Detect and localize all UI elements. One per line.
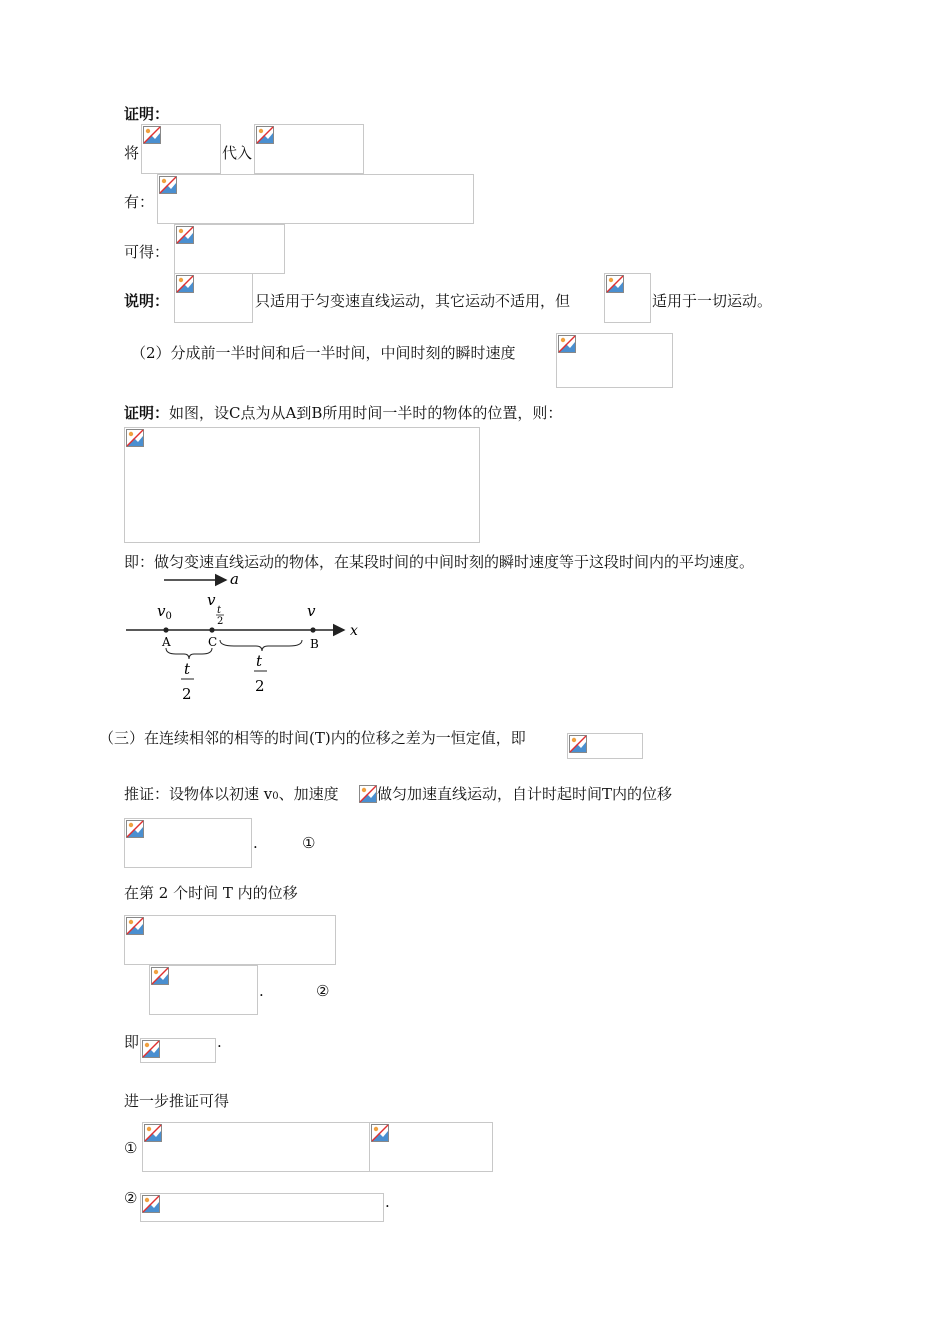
formula-image: [174, 273, 253, 323]
broken-image-icon: [144, 1124, 162, 1142]
equation-number-1: ①: [302, 834, 316, 852]
broken-image-icon: [143, 126, 161, 144]
vt2-sub-num: t: [217, 605, 222, 616]
period: .: [217, 1033, 222, 1051]
note-text-2: 适用于一切运动。: [652, 292, 773, 310]
broken-image-icon: [126, 429, 144, 447]
label-c: C: [208, 635, 218, 649]
broken-image-icon: [151, 967, 169, 985]
period: .: [253, 834, 258, 852]
point-a: [163, 627, 168, 632]
vt2-label: v: [207, 591, 216, 609]
formula-image: [254, 124, 364, 174]
text-dairu: 代入: [222, 144, 253, 162]
derivation-line: [124, 783, 339, 804]
formula-image: [140, 1193, 384, 1222]
part2-conclusion: 即：做匀变速直线运动的物体，在某段时间的中间时刻的瞬时速度等于这段时间内的平均速度。: [124, 553, 755, 571]
text-kede: 可得：: [124, 243, 170, 261]
formula-image: [140, 1038, 216, 1063]
v-label: v: [307, 602, 316, 620]
broken-image-icon: [176, 275, 194, 293]
derive-b: 、加速度: [278, 785, 339, 803]
formula-image: [124, 915, 336, 965]
period: .: [259, 982, 264, 1000]
text-ji: 即: [124, 1033, 140, 1051]
x-label: x: [350, 623, 358, 639]
note-title: 说明：: [124, 292, 170, 310]
broken-image-icon: [126, 820, 144, 838]
broken-image-icon: [558, 335, 576, 353]
formula-image: [142, 1122, 370, 1172]
item-number-2: ②: [124, 1189, 138, 1207]
broken-image-icon: [159, 176, 177, 194]
brace-left: [166, 648, 212, 659]
text-jiang: 将: [124, 144, 140, 162]
broken-image-icon: [126, 917, 144, 935]
equation-number-2: ②: [316, 982, 330, 1000]
broken-image-icon: [142, 1195, 160, 1213]
t-den-1: 2: [182, 685, 192, 703]
brace-right: [220, 640, 302, 651]
note-text-1: 只适用于匀变速直线运动，其它运动不适用，但: [255, 292, 571, 310]
broken-image-icon: [256, 126, 274, 144]
text-you: 有：: [124, 193, 155, 211]
broken-image-icon: [371, 1124, 389, 1142]
second-interval-text: 在第 2 个时间 T 内的位移: [124, 884, 298, 902]
broken-image-icon: [359, 785, 377, 803]
formula-image: [604, 273, 651, 323]
part3-heading: （三）在连续相邻的相等的时间(T)内的位移之差为一恒定值，即: [99, 729, 526, 747]
formula-image: [358, 784, 376, 804]
further-text: 进一步推证可得: [124, 1092, 230, 1110]
t-den-2: 2: [255, 677, 265, 695]
accel-label: a: [230, 570, 239, 588]
formula-image: [149, 965, 258, 1015]
derive-a-sub: 0: [272, 791, 279, 802]
t-num-2: t: [256, 652, 263, 670]
motion-diagram: [124, 568, 364, 708]
broken-image-icon: [569, 735, 587, 753]
formula-image: [369, 1122, 493, 1172]
part2-heading: （2）分成前一半时间和后一半时间，中间时刻的瞬时速度: [131, 344, 516, 362]
point-b: [310, 627, 315, 632]
proof-text: 如图，设C点为从A到B所用时间一半时的物体的位置，则：: [169, 404, 563, 422]
formula-image: [567, 733, 643, 759]
formula-image: [157, 174, 474, 224]
proof-title: 证明：: [124, 105, 170, 123]
formula-image: [174, 224, 285, 274]
proof-title: 证明：: [124, 404, 170, 422]
part2-proof: [124, 402, 562, 423]
broken-image-icon: [142, 1040, 160, 1058]
point-c: [209, 627, 214, 632]
formula-image: [141, 124, 221, 174]
derive-c: 做匀加速直线运动，自计时起时间T内的位移: [377, 785, 673, 803]
label-b: B: [310, 637, 319, 651]
v0-label: $v_0$: [157, 602, 172, 622]
broken-image-icon: [176, 226, 194, 244]
t-num-1: t: [184, 660, 191, 678]
broken-image-icon: [606, 275, 624, 293]
formula-image: [124, 427, 480, 543]
label-a: A: [162, 635, 171, 649]
period: .: [385, 1193, 390, 1211]
formula-image: [556, 333, 673, 388]
item-number-1: ①: [124, 1139, 138, 1157]
derive-a: 推证：设物体以初速 v: [124, 785, 273, 803]
vt2-sub-den: 2: [217, 616, 224, 627]
formula-image: [124, 818, 252, 868]
